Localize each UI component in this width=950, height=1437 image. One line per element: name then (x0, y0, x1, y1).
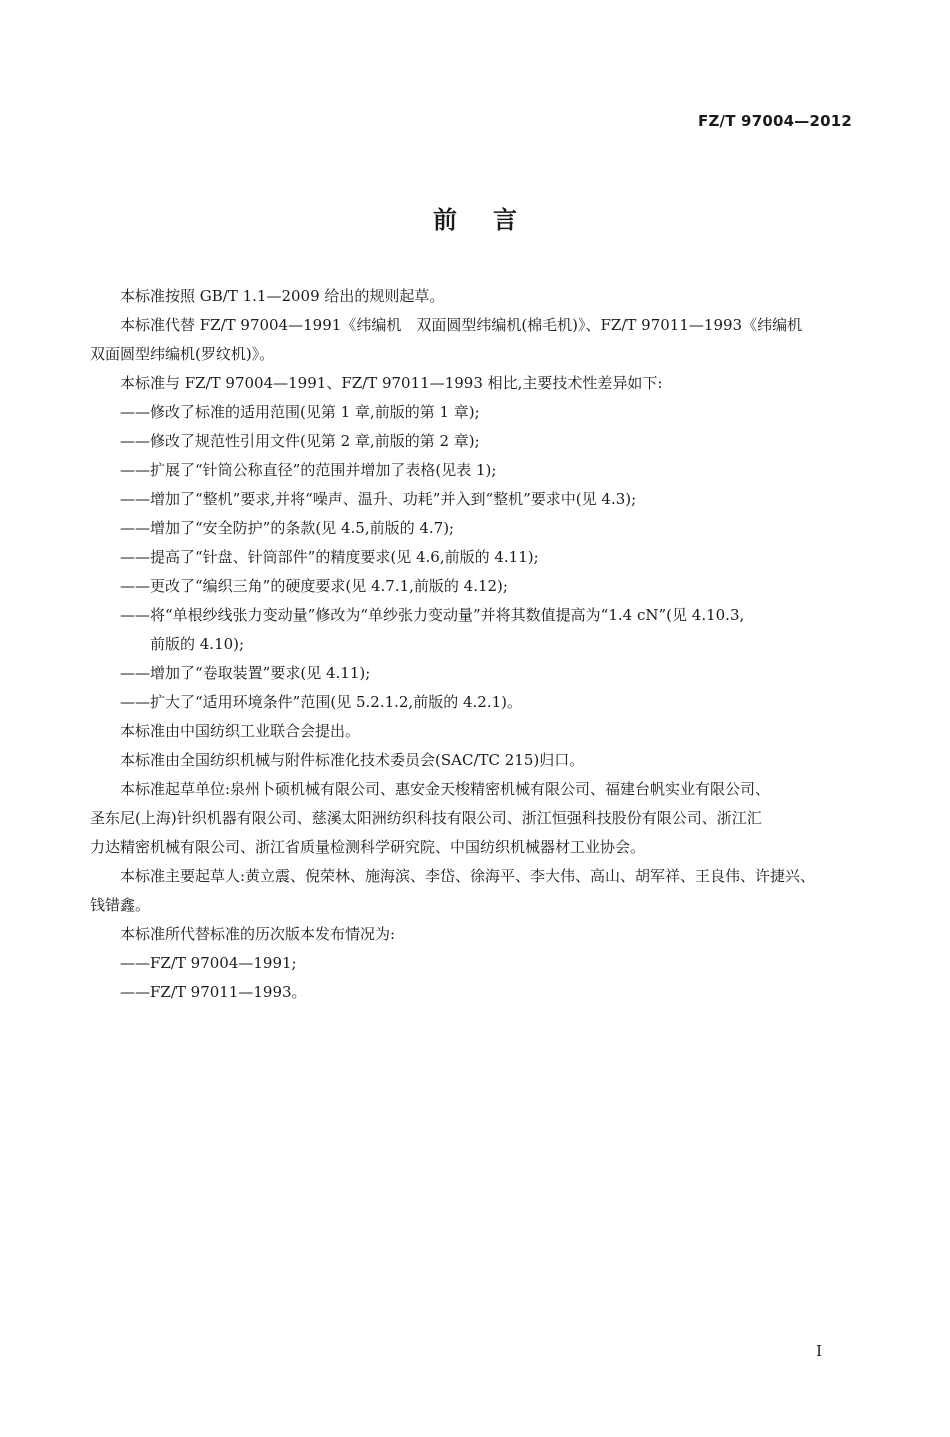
page-number: I (816, 1342, 822, 1360)
list-item: ——增加了“安全防护”的条款(见 4.5,前版的 4.7); (120, 519, 455, 537)
list-item: ——提高了“针盘、针筒部件”的精度要求(见 4.6,前版的 4.11); (120, 548, 539, 566)
paragraph-replaces: 本标准代替 FZ/T 97004—1991《纬编机 双面圆型纬编机(棉毛机)》、FZ/T 97011—1993《纬编机 (120, 316, 803, 334)
list-item-cont: 前版的 4.10); (150, 635, 245, 653)
paragraph-drafting-units: 本标准起草单位:泉州卜硕机械有限公司、惠安金天梭精密机械有限公司、福建台帆实业有限公司、 (120, 780, 771, 798)
paragraph-proposer: 本标准由中国纺织工业联合会提出。 (120, 722, 361, 740)
list-item: ——修改了规范性引用文件(见第 2 章,前版的第 2 章); (120, 432, 480, 450)
list-item: ——FZ/T 97011—1993。 (120, 983, 307, 1001)
paragraph-history: 本标准所代替标准的历次版本发布情况为: (120, 925, 396, 943)
page-title: 前言 (433, 206, 553, 234)
list-item: ——将“单根纱线张力变动量”修改为“单纱张力变动量”并将其数值提高为“1.4 cN”(见 4.10.3, (120, 606, 745, 624)
paragraph-committee: 本标准由全国纺织机械与附件标准化技术委员会(SAC/TC 215)归口。 (120, 751, 585, 769)
list-item: ——修改了标准的适用范围(见第 1 章,前版的第 1 章); (120, 403, 480, 421)
paragraph-drafters: 本标准主要起草人:黄立震、倪荣林、施海滨、李岱、徐海平、李大伟、高山、胡军祥、王良伟、许捷兴、 (120, 867, 816, 885)
paragraph-drafting-units-cont: 圣东尼(上海)针织机器有限公司、慈溪太阳洲纺织科技有限公司、浙江恒强科技股份有限公司、浙江汇 (90, 809, 762, 827)
list-item: ——增加了“整机”要求,并将“噪声、温升、功耗”并入到“整机”要求中(见 4.3); (120, 490, 637, 508)
standard-code: FZ/T 97004—2012 (698, 112, 852, 130)
paragraph-drafting-units-cont: 力达精密机械有限公司、浙江省质量检测科学研究院、中国纺织机械器材工业协会。 (90, 838, 646, 856)
paragraph-drafting-rules: 本标准按照 GB/T 1.1—2009 给出的规则起草。 (120, 287, 445, 305)
foreword-body (90, 282, 854, 1007)
list-item: ——更改了“编织三角”的硬度要求(见 4.7.1,前版的 4.12); (120, 577, 508, 595)
list-item: ——增加了“卷取装置”要求(见 4.11); (120, 664, 371, 682)
paragraph-replaces-cont: 双面圆型纬编机(罗纹机)》。 (90, 345, 275, 363)
list-item: ——扩展了“针筒公称直径”的范围并增加了表格(见表 1); (120, 461, 497, 479)
paragraph-differences: 本标准与 FZ/T 97004—1991、FZ/T 97011—1993 相比,主要技术性差异如下: (120, 374, 663, 392)
paragraph-drafters-cont: 钱错鑫。 (90, 896, 151, 914)
list-item: ——FZ/T 97004—1991; (120, 954, 297, 972)
list-item: ——扩大了“适用环境条件”范围(见 5.2.1.2,前版的 4.2.1)。 (120, 693, 522, 711)
